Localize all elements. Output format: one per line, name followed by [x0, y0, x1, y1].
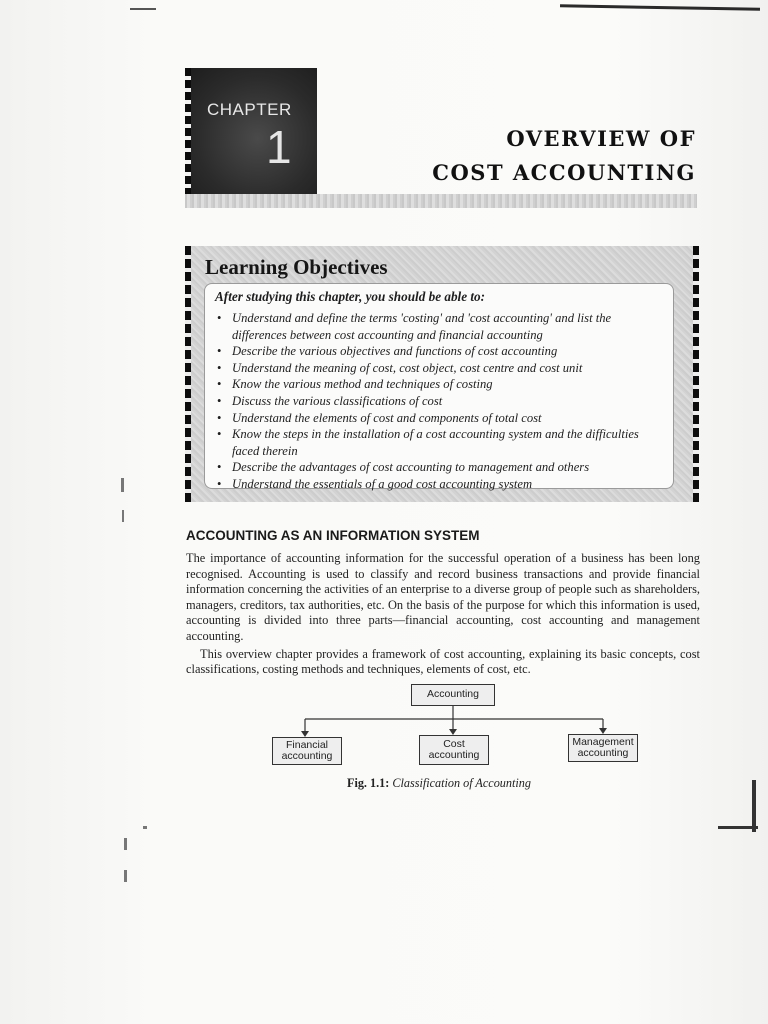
learning-objectives-heading: Learning Objectives [205, 255, 388, 279]
list-item: • Understand the elements of cost and components of total cost [217, 410, 542, 425]
list-item: • Know the various method and techniques of costing [217, 377, 493, 392]
paragraph: This overview chapter provides a framework of cost accounting, explaining its basic concepts, cost classifications, costing methods and techniques, elements of cost, etc. [186, 646, 700, 677]
list-item: • Describe the advantages of cost accounting to management and others [217, 460, 590, 475]
chapter-label: CHAPTER [207, 100, 292, 119]
figure-caption-text: Classification of Accounting [392, 776, 531, 790]
learning-objectives-intro: After studying this chapter, you should be able to: [215, 289, 486, 304]
section-heading: ACCOUNTING AS AN INFORMATION SYSTEM [186, 528, 480, 543]
list-item: • Know the steps in the installation of a cost accounting system and the difficulties faced therein [217, 427, 639, 458]
diagram-node-financial: Financial accounting [272, 737, 342, 765]
diagram-node-cost: Cost accounting [419, 735, 489, 765]
list-item: • Discuss the various classifications of cost [217, 393, 443, 408]
chapter-title-line2: COST ACCOUNTING [432, 160, 696, 185]
list-item: • Understand and define the terms 'costing' and 'cost accounting' and list the differences between cost accounting and financial accounting [217, 311, 612, 342]
figure-caption-label: Fig. 1.1: [347, 776, 390, 790]
figure-caption [347, 776, 531, 791]
chapter-title-line1: OVERVIEW OF [506, 126, 696, 151]
list-item: • Describe the various objectives and functions of cost accounting [217, 344, 558, 359]
chapter-number: 1 [266, 121, 292, 173]
list-item: • Understand the essentials of a good cost accounting system [217, 476, 533, 491]
diagram-node-management: Management accounting [568, 734, 638, 762]
diagram-node-accounting: Accounting [411, 684, 495, 706]
list-item: • Understand the meaning of cost, cost object, cost centre and cost unit [217, 360, 583, 375]
paragraph: The importance of accounting information for the successful operation of a business has been long recognised. Accounting is used to classify and record business transactions and provide financial information concerning the activities of an enterprise to a diverse group of people such as shareholders, managers, creditors, tax authorities, etc. On the basis of the purpose for which this information is used, accounting is divided into three parts—financial accounting, cost accounting and management accounting. [186, 551, 700, 643]
